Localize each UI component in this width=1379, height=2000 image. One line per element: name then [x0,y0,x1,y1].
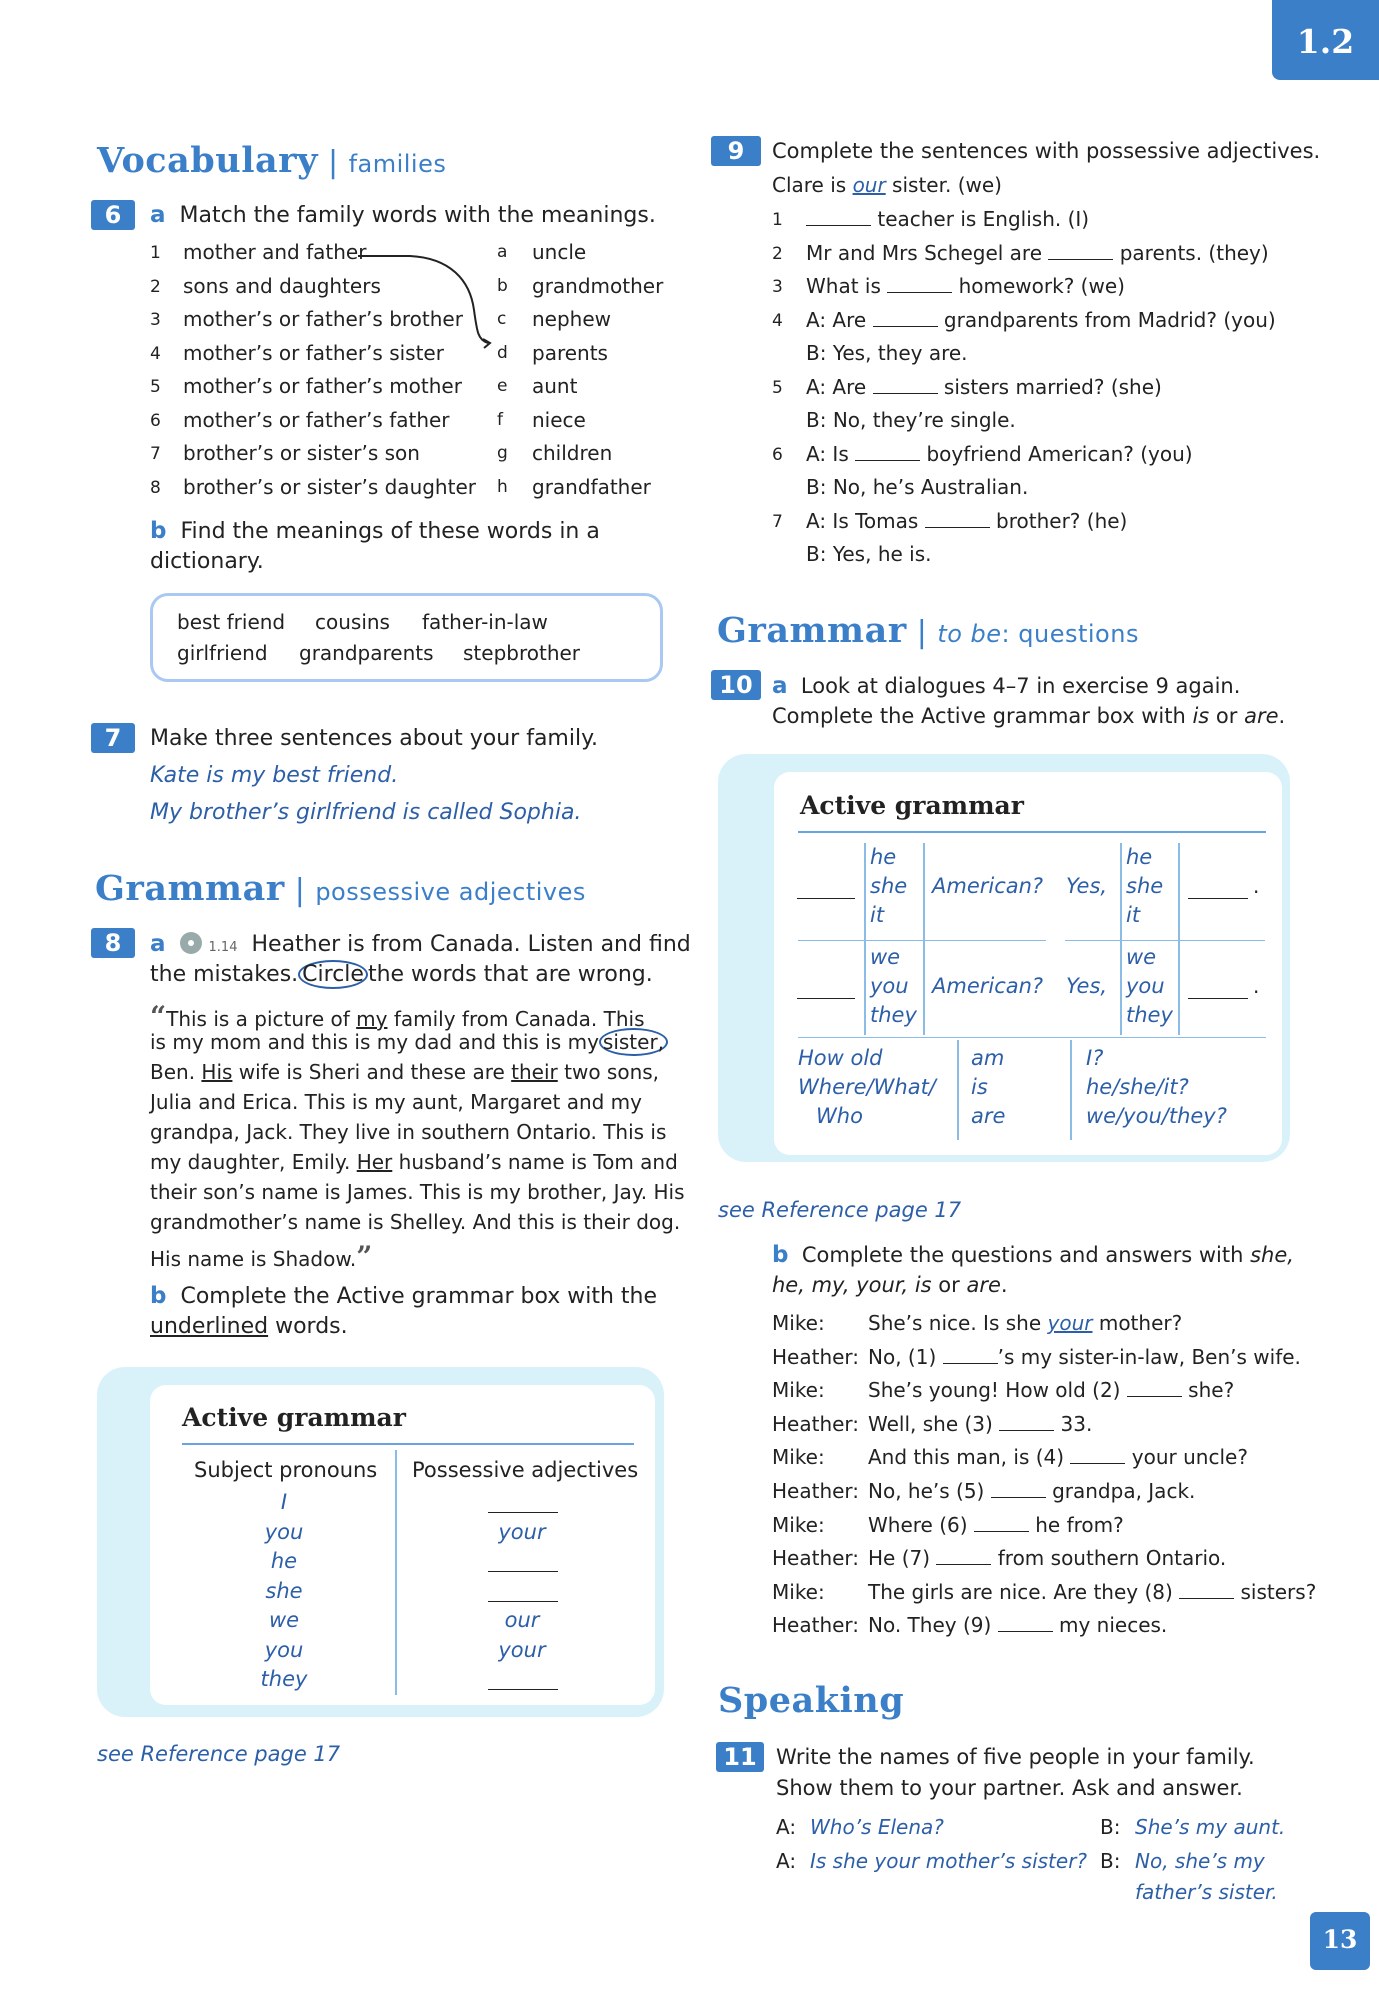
ex6-right-item: grandfather [532,474,651,499]
dialogue-speaker: Mike: [772,1311,825,1335]
r1-pron-it: it [870,903,885,927]
r1-pron2-he: he [1126,845,1153,869]
dialogue-line [868,1513,1124,1537]
blank-r2-a[interactable] [797,980,855,999]
ex6-right-letter: a [497,242,508,262]
r2-yes: Yes, [1066,974,1108,998]
r1-pron2-she: she [1126,874,1164,898]
ex9-item [806,442,1193,466]
ex9-item [806,207,1089,231]
cd-icon[interactable] [180,932,202,954]
passage-l1a: This is a picture of [166,1007,357,1031]
grammar-questions-subtitle-it: to be [937,620,1002,648]
dialogue-speaker: Mike: [772,1445,825,1470]
dialogue-blank[interactable] [936,1546,991,1565]
dialogue-blank[interactable] [991,1479,1046,1498]
dialogue-text-b: mother? [1092,1311,1183,1335]
dialogue-text-b: my nieces. [1052,1613,1168,1638]
vocabulary-title: Vocabulary [97,140,318,181]
exercise-9-number: 9 [711,136,761,166]
ex9-item [806,509,1127,533]
ex6-right-item: aunt [532,374,578,398]
grid-v5 [957,1040,959,1140]
dialogue-speaker: Heather: [772,1479,860,1503]
exercise-8b-letter: b [150,1283,167,1309]
exercise-6a-letter: a [150,202,166,228]
ex9-item-post: parents. (they) [1113,240,1269,265]
ex9-item-number: 7 [772,511,783,532]
dialogue-line [868,1378,1234,1402]
word-cousins: cousins [315,610,390,634]
exercise-6b-letter: b [150,518,167,544]
subject-pronouns-header: Subject pronouns [194,1458,378,1482]
ex6-left-item: mother’s or father’s brother [183,307,463,331]
exercise-6a-instruction [150,202,656,228]
r3-where-what: Where/What/ [798,1075,936,1099]
subject-pronoun: they [260,1667,308,1691]
ex10a-end: . [1278,704,1286,728]
exercise-6b-text-2: dictionary. [150,549,264,574]
close-quote-icon: ” [356,1240,373,1273]
subject-pronoun: we [268,1608,300,1632]
speaking-a1: Who’s Elena? [810,1815,944,1839]
ex6-right-item: grandmother [532,273,664,298]
ex9-blank[interactable] [873,375,938,394]
passage-l6u: Her [356,1150,393,1174]
possessive-blank[interactable] [488,1583,558,1602]
passage-l3u: His [201,1060,233,1084]
exercise-7-instruction: Make three sentences about your family. [150,726,598,751]
dialogue-line [868,1412,1092,1436]
possessive-blank[interactable] [488,1553,558,1572]
speaking-b2-1: No, she’s my [1135,1849,1265,1873]
dialogue-text-a: She’s nice. Is she [868,1311,1048,1335]
ex6-right-item: children [532,441,613,465]
passage-l6b: husband’s name is Tom and [392,1150,678,1174]
dialogue-text-b: he from? [1028,1512,1124,1537]
ex9-item-number: 5 [772,377,783,398]
ex9-item-pre: A: Are [806,374,873,399]
speaking-b2-2: father’s sister. [1135,1880,1278,1904]
ex6-right-letter: f [497,409,503,430]
passage-l9: His name is Shadow. [150,1247,357,1271]
dialogue-line [868,1311,1182,1335]
dialogue-blank[interactable] [974,1513,1029,1532]
grid-h1 [798,940,1046,941]
possessive-adjectives-header: Possessive adjectives [412,1458,639,1482]
exercise-8a-text-1: Heather is from Canada. Listen and find [251,932,691,957]
possessive-adjective: your [498,1519,546,1544]
passage-circled-sister: sister, [599,1028,668,1056]
ex10a-2a: Complete the Active grammar box with [772,704,1193,728]
dialogue-text-b: ’s my sister-in-law, Ben’s wife. [997,1344,1301,1369]
vocabulary-heading: Vocabulary | families [97,140,447,181]
grid-v2 [923,843,925,1035]
ex9-item-post: brother? (he) [989,508,1128,533]
speaking-heading: Speaking [718,1680,905,1721]
word-stepbrother: stepbrother [463,641,581,665]
speaking-a2: Is she your mother’s sister? [810,1849,1088,1873]
exercise-11-number: 11 [716,1742,764,1772]
r3-how-old: How old [798,1046,883,1070]
open-quote-icon: “ [150,1000,167,1033]
ex9-example-b: sister. (we) [885,173,1002,197]
possessive-adjective: our [504,1608,540,1632]
ex6-left-num: 8 [150,477,161,498]
reference-right: see Reference page 17 [718,1198,962,1222]
r1-pron2-it: it [1126,903,1141,927]
ex6-left-num: 2 [150,276,161,297]
exercise-10b-instruction-1 [772,1242,1294,1268]
ex9-item-pre: Mr and Mrs Schegel are [806,240,1049,265]
exercise-10a-letter: a [772,673,788,699]
circle-word: Circle [298,960,368,989]
dialogue-speaker: Heather: [772,1411,860,1436]
track-number: 1.14 [208,940,238,955]
r2-pron-they: they [870,1003,917,1027]
exercise-7-example-2: My brother’s girlfriend is called Sophia. [150,800,582,825]
ex6-right-item: niece [532,407,586,432]
word-grandparents: grandparents [299,641,434,665]
speaking-b1: She’s my aunt. [1135,1815,1286,1839]
ex10a-are: are [1244,704,1279,728]
r2-pron-we: we [870,945,901,969]
ex10b-1b: she, [1250,1243,1294,1267]
r2-pron2-we: we [1126,945,1157,969]
ex9-blank[interactable] [925,509,990,528]
dialogue-blank[interactable] [1127,1378,1182,1397]
ex6-right-letter: g [497,443,508,463]
vocabulary-subtitle: families [348,150,447,178]
exercise-6a-text: Match the family words with the meanings. [179,203,656,228]
r1-pron-he: he [870,845,897,869]
blank-r2-b[interactable] [1188,980,1248,999]
ex6-left-item: sons and daughters [183,273,381,298]
dialogue-text-a: No, (1) [868,1344,943,1369]
exercise-8b-text-1: Complete the Active grammar box with the [180,1284,658,1309]
ex9-item-post: boyfriend American? (you) [920,441,1193,466]
exercise-6-number: 6 [91,200,135,230]
dialogue-text-b: sisters? [1234,1579,1317,1604]
exercise-8b-instruction-2 [150,1314,348,1339]
ex6-left-item: mother’s or father’s sister [183,340,444,365]
dialogue-text-a: She’s young! How old (2) [868,1378,1127,1403]
active-grammar-rule-right [798,831,1266,833]
passage-line-5: grandpa, Jack. They live in southern Ontario. This is [150,1120,667,1144]
grammar-questions-subtitle-rest: : questions [1001,620,1139,648]
grid-v1 [864,843,866,1035]
ex9-item-post: sisters married? (she) [937,374,1162,399]
ex10b-2c: are [966,1273,1001,1297]
ex9-example-a: Clare is [772,173,853,197]
speaker-b-1: B: [1100,1815,1121,1839]
ex9-item-pre: A: Is Tomas [806,508,925,533]
dialogue-speaker: Mike: [772,1378,825,1403]
exercise-7-example-1: Kate is my best friend. [150,763,399,788]
ex6-right-letter: h [497,476,508,497]
grid-v3 [1120,843,1122,1035]
subject-pronoun: you [264,1519,304,1544]
exercise-10b-instruction-2 [772,1273,1008,1297]
dialogue-blank[interactable] [1070,1445,1125,1464]
dialogue-line [868,1479,1195,1503]
active-grammar-divider-left [395,1450,397,1695]
ex9-blank[interactable] [806,207,871,226]
dialogue-text-a: And this man, is (4) [868,1445,1071,1470]
dialogue-blank[interactable] [943,1345,998,1364]
passage-l2a: is my mom and this is my dad and this is my [150,1030,599,1054]
passage-line-8: grandmother’s name is Shelley. And this is their dog. [150,1210,681,1234]
passage-l3b: wife is Sheri and these are [232,1060,512,1084]
reference-left: see Reference page 17 [97,1742,341,1766]
grid-h2 [798,1037,1266,1038]
grammar-questions-title: Grammar [717,610,907,651]
passage-l3u2: their [511,1060,558,1084]
ex9-blank[interactable] [855,442,920,461]
passage-line-7: their son’s name is James. This is my brother, Jay. His [150,1180,685,1204]
ex9-item [806,375,1162,399]
exercise-11-instruction-1: Write the names of five people in your family. [776,1745,1255,1769]
speaker-b-2: B: [1100,1849,1121,1873]
possessive-blank[interactable] [488,1494,558,1513]
ex6-left-num: 5 [150,377,161,397]
passage-line-3 [150,1060,659,1084]
r1-pron-she: she [870,874,908,898]
dialogue-text-a: No. They (9) [868,1613,998,1638]
ex10b-1a: Complete the questions and answers with [801,1243,1251,1267]
dialogue-text-b: from southern Ontario. [991,1546,1227,1571]
active-grammar-rule-left [182,1443,634,1445]
dialogue-text-a: Well, she (3) [868,1411,1000,1436]
subject-pronoun: I [280,1490,288,1514]
ex9-blank[interactable] [873,308,938,327]
speaker-a-1: A: [776,1815,797,1839]
ex9-item-number: 4 [772,310,783,331]
grammar-possessive-title: Grammar [95,868,285,909]
ex9-blank[interactable] [887,274,952,293]
passage-l1u: my [356,1007,388,1031]
ex6-left-item: mother’s or father’s father [183,407,450,432]
exercise-7-number: 7 [91,723,135,753]
ex6-left-num: 7 [150,444,161,464]
ex9-item-pre: A: Are [806,307,873,332]
possessive-adjective: your [498,1637,546,1662]
passage-line-1 [150,1000,645,1033]
exercise-8b-instruction-1 [150,1283,657,1309]
dialogue-line [868,1345,1301,1369]
exercise-8a-text-2a: the mistakes. [150,962,299,987]
ex6-left-num: 1 [150,243,161,263]
exercise-6b-text-1: Find the meanings of these words in a [180,519,600,544]
speaker-a-2: A: [776,1849,797,1873]
ex9-item-post: grandparents from Madrid? (you) [937,307,1276,332]
grammar-possessive-subtitle: possessive adjectives [315,878,586,906]
ex6-right-letter: b [497,275,508,296]
passage-line-6 [150,1150,678,1174]
passage-line-4: Julia and Erica. This is my aunt, Margaret and my [150,1090,642,1114]
active-grammar-title-right: Active grammar [800,791,1024,820]
ex9-item [806,241,1269,265]
dialogue-text-a: The girls are nice. Are they (8) [868,1579,1180,1604]
grid-v6 [1070,1040,1072,1140]
subject-pronoun: he [270,1549,298,1573]
ex9-item-answer: B: No, they’re single. [806,408,1016,432]
ex6-right-item: nephew [532,307,612,331]
dialogue-text-b: she? [1181,1378,1235,1403]
exercise-10b-letter: b [772,1242,789,1268]
exercise-6b-instruction [150,518,600,544]
exercise-8a-letter: a [150,931,166,957]
exercise-8a-instruction-1 [150,931,691,957]
ex9-blank[interactable] [1048,241,1113,260]
exercise-8a-text-2b: the words that are wrong. [367,962,653,987]
grammar-possessive-heading: Grammar | possessive adjectives [95,868,586,909]
dialogue-line [868,1613,1167,1637]
dialogue-line [868,1445,1248,1469]
grid-v4 [1178,843,1180,1035]
matching-line [350,240,510,355]
dialogue-line [868,1546,1226,1570]
r1-dot: . [1253,874,1260,898]
blank-r1-a[interactable] [797,880,855,899]
subject-pronoun: she [265,1578,303,1603]
ex6-right-item: parents [532,340,608,365]
ex9-item-number: 2 [772,243,783,264]
ex9-item-number: 3 [772,277,783,297]
ex9-item-answer: B: Yes, he is. [806,542,932,566]
exercise-11-instruction-2: Show them to your partner. Ask and answer. [776,1776,1243,1800]
active-grammar-title-left: Active grammar [182,1403,406,1432]
ex9-item-number: 1 [772,210,783,230]
dialogue-speaker: Mike: [772,1512,825,1537]
r2-pron2-you: you [1126,974,1165,998]
ex9-item-post: teacher is English. (I) [871,207,1090,231]
r1-american: American? [932,874,1044,898]
r3-we-you-they: we/you/they? [1086,1104,1227,1128]
possessive-blank[interactable] [488,1671,558,1690]
ex10a-is: is [1192,704,1210,728]
ex9-item [806,308,1276,332]
exercise-10a-instruction-1 [772,673,1240,699]
dialogue-answer: your [1047,1311,1093,1335]
word-best-friend: best friend [177,610,286,634]
ex6-right-item: uncle [532,240,587,264]
word-father-in-law: father-in-law [422,610,548,634]
exercise-10-number: 10 [711,670,761,700]
passage-l3c: two sons, [557,1060,660,1084]
exercise-10a-text-1: Look at dialogues 4–7 in exercise 9 again. [800,674,1241,698]
ex6-left-num: 6 [150,410,161,431]
ex6-left-item: mother’s or father’s mother [183,374,462,398]
exercise-8a-instruction-2 [150,962,653,987]
word-girlfriend: girlfriend [177,641,268,665]
unit-tab [1272,0,1379,80]
ex9-item-post: homework? (we) [952,274,1125,298]
dialogue-blank[interactable] [999,1412,1054,1431]
ex9-item-pre: A: Is [806,441,856,466]
dialogue-speaker: Heather: [772,1344,860,1369]
ex10b-2d: . [1000,1273,1008,1297]
dialogue-text-a: No, he’s (5) [868,1479,991,1503]
ex10b-2a: he, my, your, is [772,1273,932,1297]
dialogue-text-b: 33. [1054,1411,1093,1436]
ex6-right-letter: e [497,376,508,396]
passage-l6a: my daughter, Emily. [150,1150,357,1174]
dialogue-text-a: Where (6) [868,1512,974,1537]
dialogue-text-a: He (7) [868,1546,937,1571]
word-box [150,593,663,682]
dialogue-blank[interactable] [1179,1580,1234,1599]
exercise-8b-text-2u: underlined [150,1314,269,1339]
page-number: 13 [1322,1925,1358,1954]
dialogue-blank[interactable] [998,1613,1053,1632]
blank-r1-b[interactable] [1188,880,1248,899]
dialogue-text-b: your uncle? [1125,1445,1248,1470]
passage-l3a: Ben. [150,1060,202,1084]
r3-who: Who [816,1104,863,1128]
r3-i: I? [1086,1046,1104,1070]
r3-he-she-it: he/she/it? [1086,1075,1189,1099]
ex6-left-item: mother and father [183,240,367,264]
ex6-left-item: brother’s or sister’s son [183,441,420,465]
exercise-8b-text-2b: words. [268,1314,348,1339]
ex6-left-num: 3 [150,310,161,330]
ex9-item [806,274,1125,298]
r1-yes: Yes, [1066,874,1108,898]
ex10a-or: or [1209,704,1245,728]
ex9-item-pre: What is [806,274,888,298]
ex9-item-answer: B: Yes, they are. [806,341,968,365]
exercise-9-example [772,173,1002,197]
r2-dot: . [1253,974,1260,998]
passage-l1b: family from Canada. This [387,1007,645,1031]
ex6-left-item: brother’s or sister’s daughter [183,474,476,499]
passage-line-2 [150,1030,668,1054]
dialogue-speaker: Heather: [772,1613,860,1638]
grid-h1b [1065,940,1265,941]
ex9-item-answer: B: No, he’s Australian. [806,475,1029,499]
r3-are: are [971,1104,1006,1128]
ex6-left-num: 4 [150,343,161,364]
unit-tab-label: 1.2 [1296,22,1355,61]
ex6-right-letter: c [497,309,507,329]
subject-pronoun: you [264,1637,304,1662]
dialogue-line [868,1580,1316,1604]
grammar-questions-heading: Grammar | to be: questions [717,610,1139,651]
dialogue-text-b: grandpa, Jack. [1045,1479,1196,1503]
r3-is: is [971,1075,988,1099]
dialogue-speaker: Heather: [772,1546,860,1571]
r3-am: am [971,1046,1005,1070]
dialogue-speaker: Mike: [772,1579,825,1604]
ex9-item-number: 6 [772,444,783,465]
exercise-8-number: 8 [91,928,135,958]
r2-pron-you: you [870,974,909,998]
exercise-10a-instruction-2 [772,704,1285,728]
ex9-example-answer: our [852,173,886,197]
r2-pron2-they: they [1126,1003,1173,1027]
r2-american: American? [932,974,1044,998]
passage-line-9 [150,1240,372,1273]
exercise-9-instruction: Complete the sentences with possessive adjectives. [772,139,1321,163]
ex6-right-letter: d [497,342,508,363]
ex10b-2b: or [931,1273,967,1297]
